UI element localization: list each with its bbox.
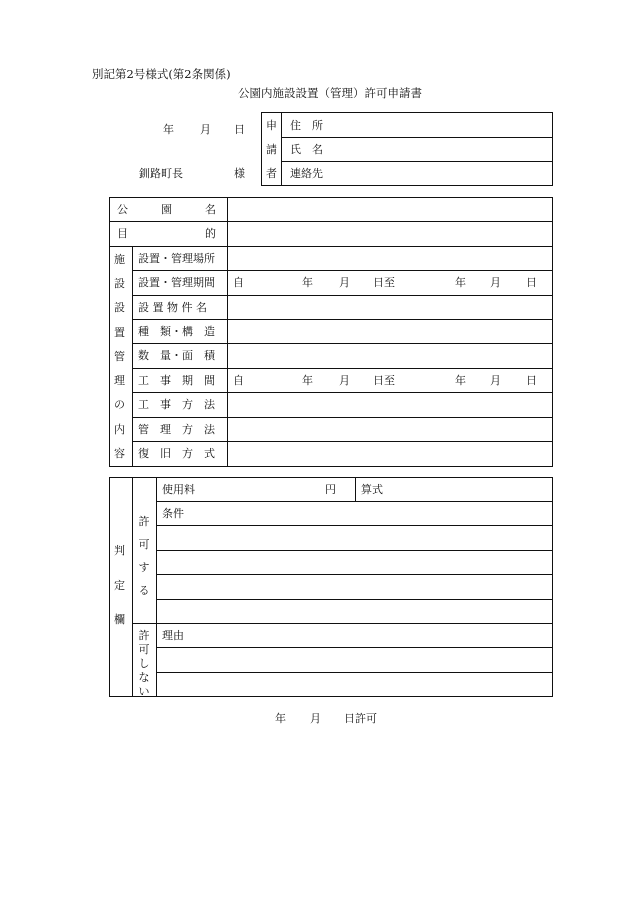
date-day-label: 日 [234,123,245,136]
deny-label: 許可しない [138,629,150,698]
permit-year: 年 [275,712,286,725]
addressee-honorific: 様 [234,167,245,180]
content-side-char: 設 [114,301,125,314]
park-name-label: 公 園 名 [117,203,216,216]
content-side-char: 容 [114,447,125,460]
permit-day-label: 日許可 [344,712,377,725]
period-year: 年 [302,276,313,289]
fee-label: 使用料 [162,483,195,496]
period-day: 日 [526,276,537,289]
period-month: 月 [339,374,350,387]
management-method-label: 管 理 方 法 [138,423,215,436]
addressee-name: 釧路町長 [139,167,183,180]
conditions-label: 条件 [162,507,184,520]
form-title: 公園内施設設置（管理）許可申請書 [238,86,422,100]
content-side-char: 理 [114,374,125,387]
applicant-side-char: 請 [266,143,277,156]
restoration-method-label: 復 旧 方 式 [138,447,215,460]
date-year-label: 年 [163,123,174,136]
judgement-side-char: 判 [114,544,125,557]
reason-label: 理由 [162,629,184,642]
period-label: 設置・管理期間 [138,276,215,289]
object-name-label: 設 置 物 件 名 [138,301,207,314]
construction-period-label: 工 事 期 間 [138,374,215,387]
construction-method-label: 工 事 方 法 [138,398,215,411]
location-label: 設置・管理場所 [138,252,215,265]
period-year: 年 [302,374,313,387]
calc-label: 算式 [361,483,383,496]
permit-label: 許可する [138,515,150,597]
quantity-area-label: 数 量・面 積 [138,349,215,362]
form-id: 別記第2号様式(第2条関係) [92,67,231,81]
date-month-label: 月 [200,123,211,136]
content-side-char: 管 [114,350,125,363]
period-year: 年 [455,374,466,387]
applicant-side-char: 者 [266,167,277,180]
contact-label: 連絡先 [290,167,323,180]
period-year: 年 [455,276,466,289]
permit-month: 月 [310,712,321,725]
period-from: 自 [233,374,244,387]
period-month: 月 [339,276,350,289]
applicant-side-char: 申 [266,119,277,132]
content-side-char: 置 [114,326,125,339]
purpose-label: 目 的 [117,227,216,240]
content-side-char: 施 [114,253,125,266]
period-day-to: 日至 [373,276,395,289]
content-side-char: 設 [114,277,125,290]
judgement-side-char: 定 [114,579,125,592]
period-month: 月 [490,276,501,289]
judgement-side-char: 欄 [114,613,125,626]
content-side-char: の [114,398,125,411]
content-side-char: 内 [114,423,125,436]
yen-label: 円 [325,483,336,496]
period-day-to: 日至 [373,374,395,387]
period-month: 月 [490,374,501,387]
type-structure-label: 種 類・構 造 [138,325,215,338]
name-label: 氏 名 [290,143,323,156]
address-label: 住 所 [290,119,323,132]
period-from: 自 [233,276,244,289]
period-day: 日 [526,374,537,387]
